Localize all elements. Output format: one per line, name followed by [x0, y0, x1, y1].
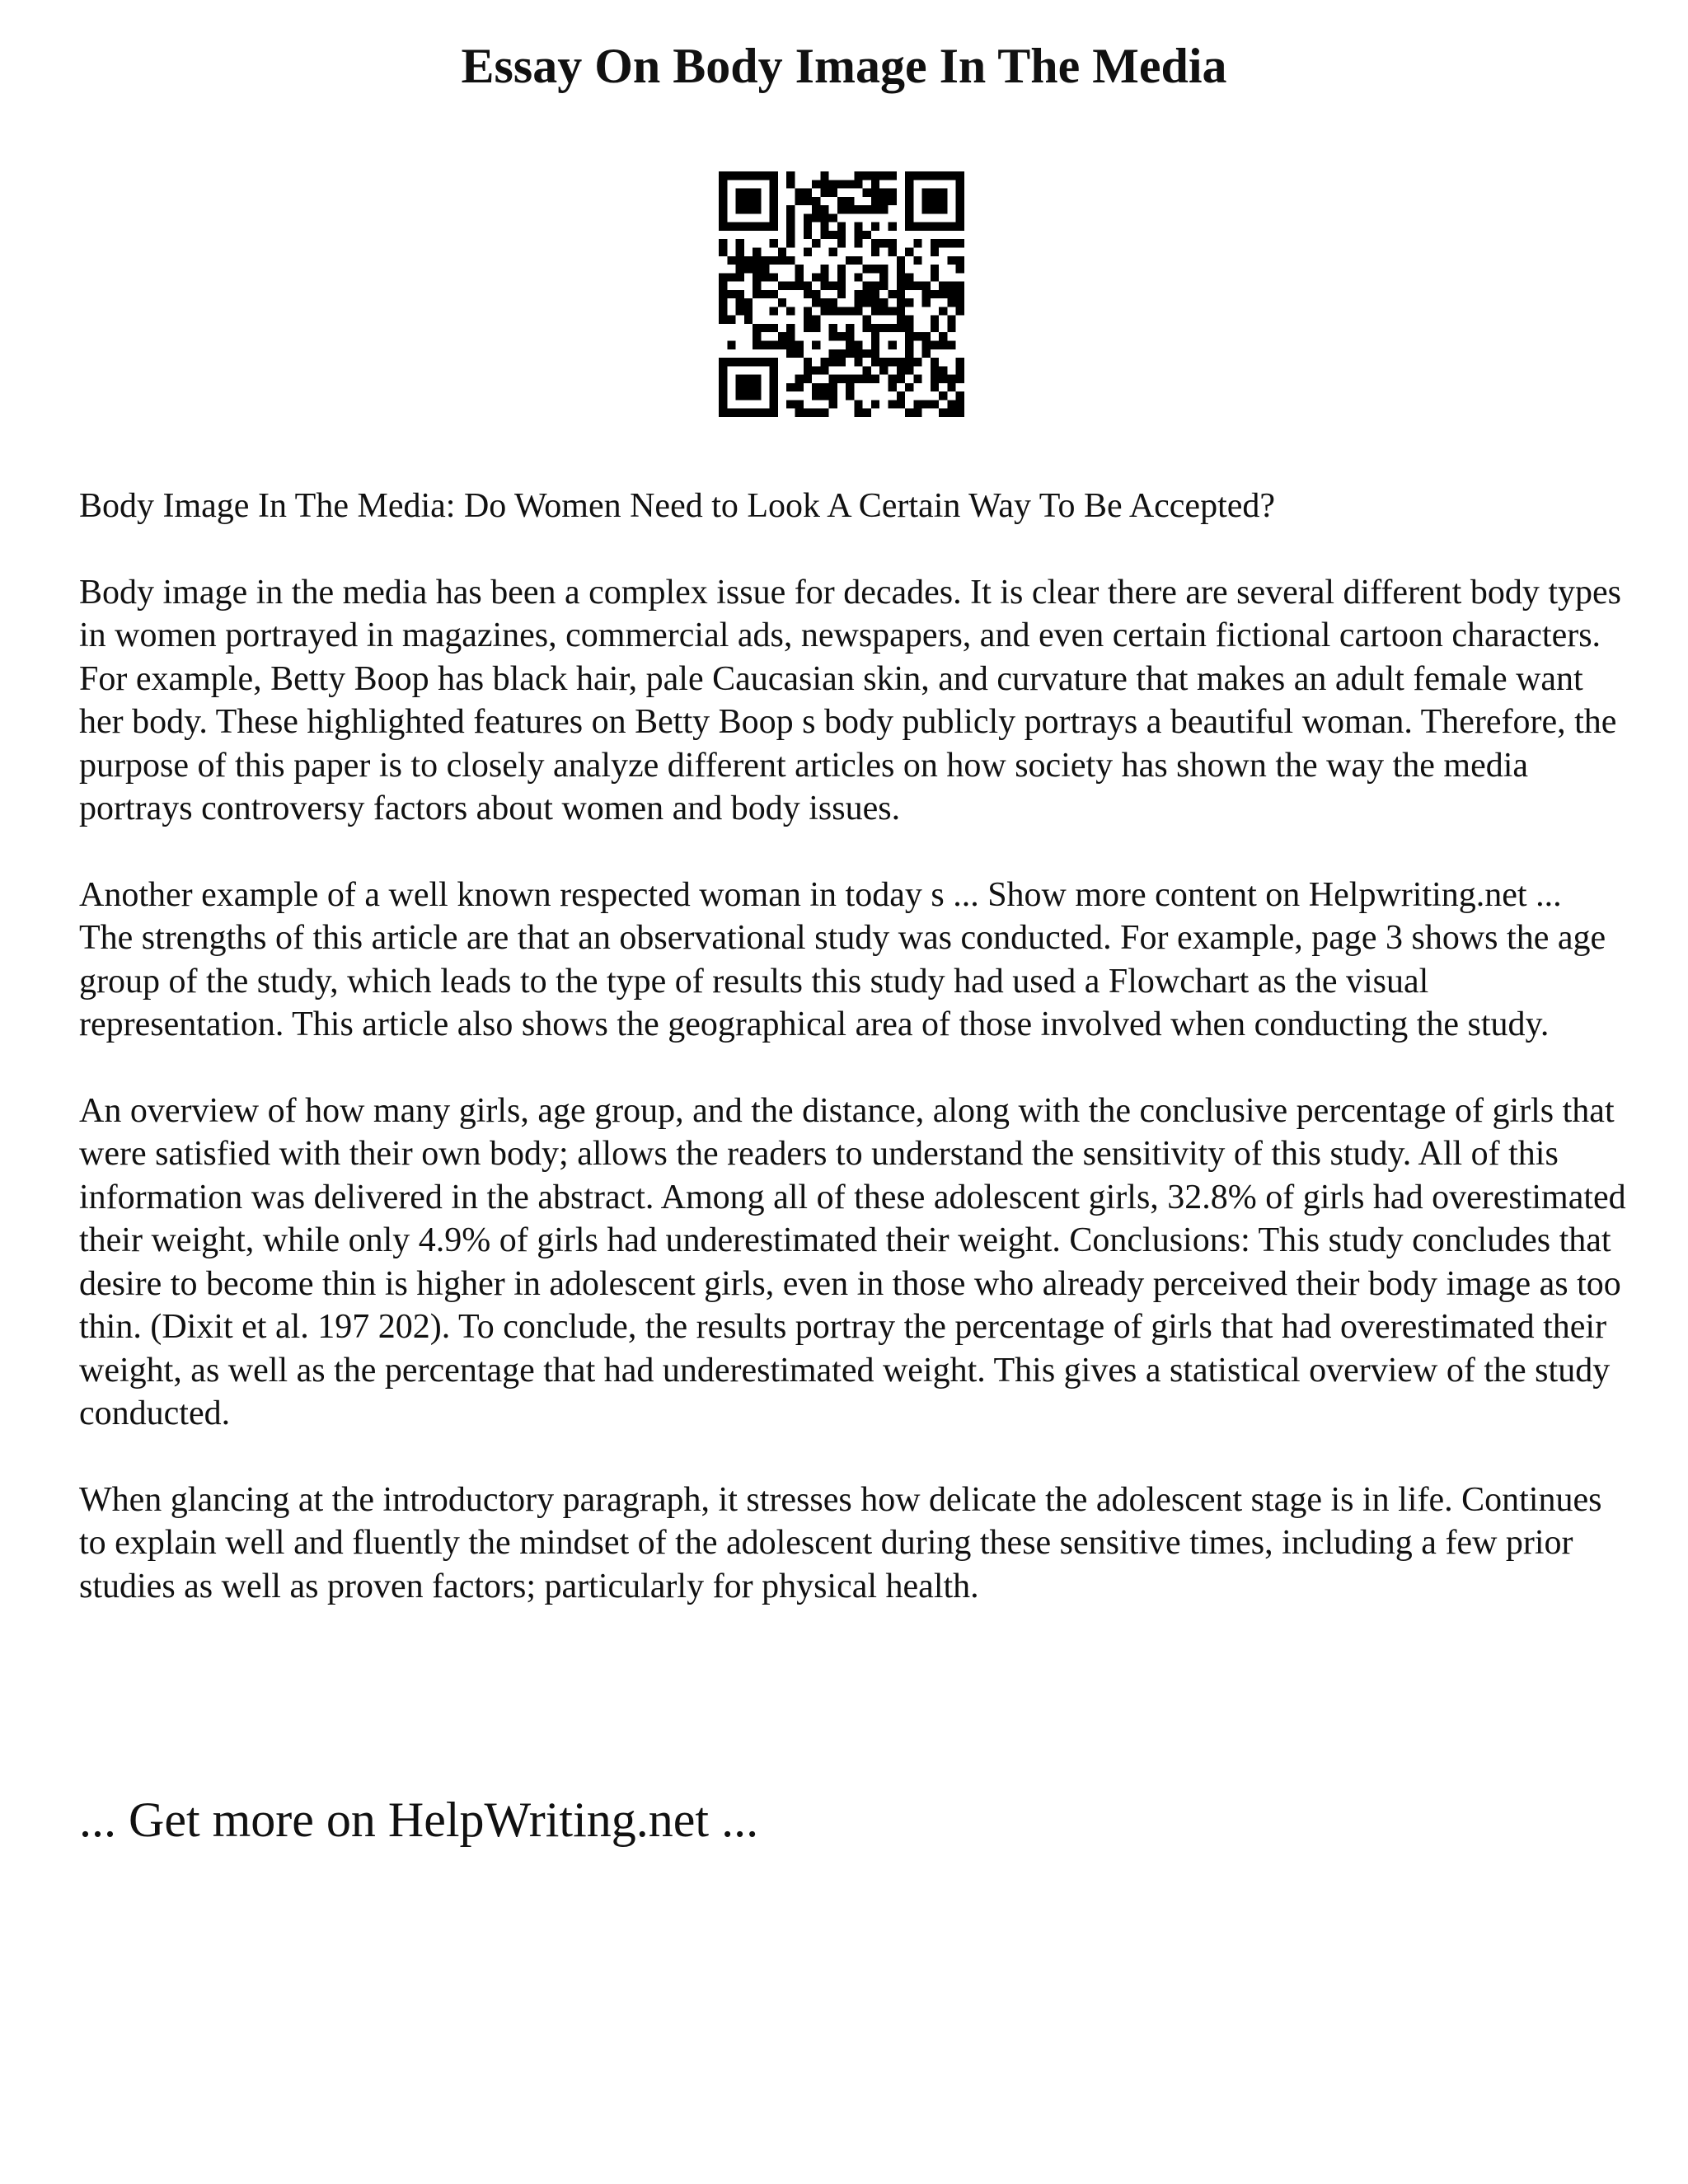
paragraph-show-more: Another example of a well known respected woman in today s ... Show more content on Helpwriting.net ...	[79, 875, 1562, 914]
essay-body	[79, 485, 1629, 1608]
paragraph-introductory: When glancing at the introductory paragraph, it stresses how delicate the adolescent stage is in life. Continues to explain well and fluently the mindset of the adolescent during these sensitive times, including a few prior studies as well as proven factors; particularly for physical health.	[79, 1480, 1602, 1605]
spacer	[79, 1047, 1629, 1090]
spacer	[79, 528, 1629, 571]
get-more-link[interactable]: ... Get more on HelpWriting.net ...	[79, 1793, 759, 1847]
page-title: Essay On Body Image In The Media	[461, 39, 1227, 93]
qr-code-icon	[719, 171, 964, 417]
paragraph-strengths: The strengths of this article are that an observational study was conducted. For example, page 3 shows the age group of the study, which leads to the type of results this study had used a Flowchart as the visual representation. This article also shows the geographical area of those involved when conducting the study.	[79, 919, 1606, 1043]
spacer	[79, 831, 1629, 874]
paragraph-intro: Body image in the media has been a complex issue for decades. It is clear there are several different body types in women portrayed in magazines, commercial ads, newspapers, and even certain fictional cartoon characters. For example, Betty Boop has black hair, pale Caucasian skin, and curvature that makes an adult female want her body. These highlighted features on Betty Boop s body publicly portrays a beautiful woman. Therefore, the purpose of this paper is to closely analyze different articles on how society has shown the way the media portrays controversy factors about women and body issues.	[79, 573, 1622, 827]
paragraph-overview: An overview of how many girls, age group, and the distance, along with the conclusive percentage of girls that were satisfied with their own body; allows the readers to understand the sensitivity of this study. All of this information was delivered in the abstract. Among all of these adolescent girls, 32.8% of girls had overestimated their weight, while only 4.9% of girls had underestimated their weight. Conclusions: This study concludes that desire to become thin is higher in adolescent girls, even in those who already perceived their body image as too thin. (Dixit et al. 197 202). To conclude, the results portray the percentage of girls that had overestimated their weight, as well as the percentage that had underestimated weight. This gives a statistical overview of the study conducted.	[79, 1091, 1626, 1432]
spacer	[79, 1436, 1629, 1479]
essay-subtitle: Body Image In The Media: Do Women Need to Look A Certain Way To Be Accepted?	[79, 487, 1276, 525]
